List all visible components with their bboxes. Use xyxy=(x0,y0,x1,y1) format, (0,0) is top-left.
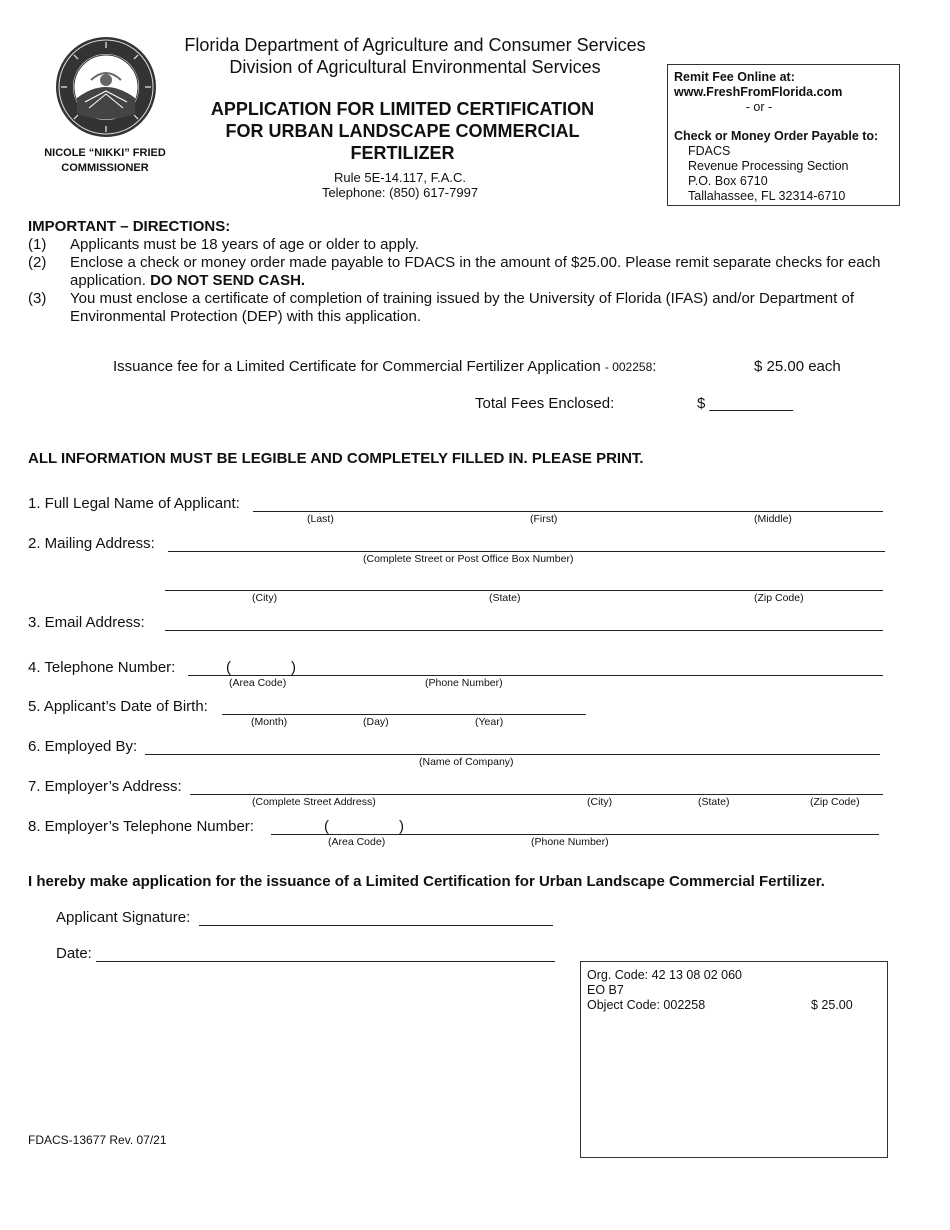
employer-area-code-parens: ( ) xyxy=(324,818,404,835)
direction-text-body: Enclose a check or money order made payable to FDACS in the amount of $25.00. Please remit separate checks for each application. xyxy=(70,254,881,289)
division-name: Division of Agricultural Environmental Services xyxy=(229,57,601,77)
caption-day: (Day) xyxy=(363,716,389,728)
field-2-label: 2. Mailing Address: xyxy=(28,535,155,552)
caption-month: (Month) xyxy=(251,716,288,728)
revenue-section: Revenue Processing Section xyxy=(688,159,849,173)
signature-input[interactable] xyxy=(199,924,553,926)
caption-state: (State) xyxy=(489,592,521,604)
direction-text: You must enclose a certificate of completion of training issued by the University of Florida (IFAS) and/or Department of Environmental Protection (DEP) with this application. xyxy=(70,290,854,325)
employer-address-input[interactable] xyxy=(190,793,883,795)
total-fees-label: Total Fees Enclosed: xyxy=(475,395,615,412)
caption-last: (Last) xyxy=(307,513,334,525)
department-seal xyxy=(55,36,157,138)
direction-text xyxy=(70,254,928,290)
direction-number: (2) xyxy=(28,254,47,271)
remit-box xyxy=(667,64,900,206)
signature-label: Applicant Signature: xyxy=(56,909,191,926)
issuance-fee-label: Issuance fee for a Limited Certificate for Commercial Fertilizer Application - 002258: xyxy=(113,358,657,375)
title-line-3: FERTILIZER xyxy=(350,143,455,163)
form-number: FDACS-13677 Rev. 07/21 xyxy=(28,1133,167,1147)
direction-number: (1) xyxy=(28,236,47,253)
mailing-street-input[interactable] xyxy=(168,550,885,552)
caption-middle: (Middle) xyxy=(754,513,792,525)
directions xyxy=(28,218,928,326)
office-amount: $ 25.00 xyxy=(811,998,853,1012)
direction-item xyxy=(28,254,928,290)
rule-info xyxy=(220,170,580,200)
total-fees-field[interactable]: $ __________ xyxy=(697,395,793,412)
declaration-statement: I hereby make application for the issuance of a Limited Certification for Urban Landscape Commercial Fertilizer. xyxy=(28,873,825,890)
legibility-notice: ALL INFORMATION MUST BE LEGIBLE AND COMPLETELY FILLED IN. PLEASE PRINT. xyxy=(28,450,644,467)
employer-telephone-input[interactable] xyxy=(271,833,879,835)
full-name-input[interactable] xyxy=(253,510,883,512)
field-3-label: 3. Email Address: xyxy=(28,614,145,631)
check-payable-label: Check or Money Order Payable to: xyxy=(674,129,879,143)
payee: FDACS xyxy=(688,144,731,158)
direction-text-emphasis: DO NOT SEND CASH. xyxy=(150,272,306,289)
caption-employer-area-code: (Area Code) xyxy=(328,836,386,848)
office-use-box xyxy=(580,961,888,1158)
direction-number: (3) xyxy=(28,290,47,307)
caption-employer-phone: (Phone Number) xyxy=(531,836,609,848)
remit-online-label: Remit Fee Online at: xyxy=(674,70,795,84)
telephone-input[interactable] xyxy=(188,674,883,676)
issuance-fee-code: - 002258 xyxy=(604,360,653,374)
title-line-2: FOR URBAN LANDSCAPE COMMERCIAL xyxy=(225,121,580,141)
form-title xyxy=(180,98,625,164)
commissioner-name: NICOLE “NIKKI” FRIED xyxy=(44,147,166,159)
caption-company: (Name of Company) xyxy=(419,756,514,768)
area-code-parens: ( ) xyxy=(226,659,296,676)
department-name: Florida Department of Agriculture and Consumer Services xyxy=(184,35,646,55)
directions-heading: IMPORTANT – DIRECTIONS: xyxy=(28,218,231,235)
field-5-label: 5. Applicant’s Date of Birth: xyxy=(28,698,208,715)
commissioner-title: COMMISSIONER xyxy=(61,162,149,174)
caption-city: (City) xyxy=(252,592,278,604)
field-8-label: 8. Employer’s Telephone Number: xyxy=(28,818,254,835)
org-code: Org. Code: 42 13 08 02 060 xyxy=(587,968,742,982)
agency-header xyxy=(160,34,670,78)
rule-reference: Rule 5E-14.117, F.A.C. xyxy=(334,170,466,185)
caption-area-code: (Area Code) xyxy=(229,677,287,689)
remit-or: - or - xyxy=(745,100,773,114)
caption-first: (First) xyxy=(530,513,558,525)
caption-year: (Year) xyxy=(475,716,504,728)
object-code: Object Code: 002258 xyxy=(587,998,706,1012)
eo-code: EO B7 xyxy=(587,983,624,997)
caption-employer-zip: (Zip Code) xyxy=(810,796,860,808)
field-7-label: 7. Employer’s Address: xyxy=(28,778,182,795)
direction-text: Applicants must be 18 years of age or older to apply. xyxy=(70,236,420,253)
caption-employer-city: (City) xyxy=(587,796,613,808)
commissioner-block xyxy=(30,146,180,176)
remit-website-link[interactable]: www.FreshFromFlorida.com xyxy=(674,85,843,99)
mailing-city-state-zip-input[interactable] xyxy=(165,589,883,591)
city-state-zip: Tallahassee, FL 32314-6710 xyxy=(688,189,846,203)
caption-employer-state: (State) xyxy=(698,796,730,808)
caption-street: (Complete Street or Post Office Box Number) xyxy=(363,553,574,565)
telephone-info: Telephone: (850) 617-7997 xyxy=(321,185,479,200)
caption-phone-number: (Phone Number) xyxy=(425,677,503,689)
field-4-label: 4. Telephone Number: xyxy=(28,659,176,676)
email-input[interactable] xyxy=(165,629,883,631)
field-6-label: 6. Employed By: xyxy=(28,738,138,755)
date-input[interactable] xyxy=(96,960,555,962)
issuance-fee-text: Issuance fee for a Limited Certificate for Commercial Fertilizer Application xyxy=(113,358,601,375)
birth-date-input[interactable] xyxy=(222,713,586,715)
issuance-fee-amount: $ 25.00 each xyxy=(754,358,841,375)
title-line-1: APPLICATION FOR LIMITED CERTIFICATION xyxy=(210,99,595,119)
caption-employer-street: (Complete Street Address) xyxy=(252,796,376,808)
date-label: Date: xyxy=(56,945,92,962)
po-box: P.O. Box 6710 xyxy=(688,174,768,188)
direction-item xyxy=(28,236,928,254)
direction-item xyxy=(28,290,928,326)
caption-zip: (Zip Code) xyxy=(754,592,804,604)
employer-name-input[interactable] xyxy=(145,753,880,755)
field-1-label: 1. Full Legal Name of Applicant: xyxy=(28,495,240,512)
